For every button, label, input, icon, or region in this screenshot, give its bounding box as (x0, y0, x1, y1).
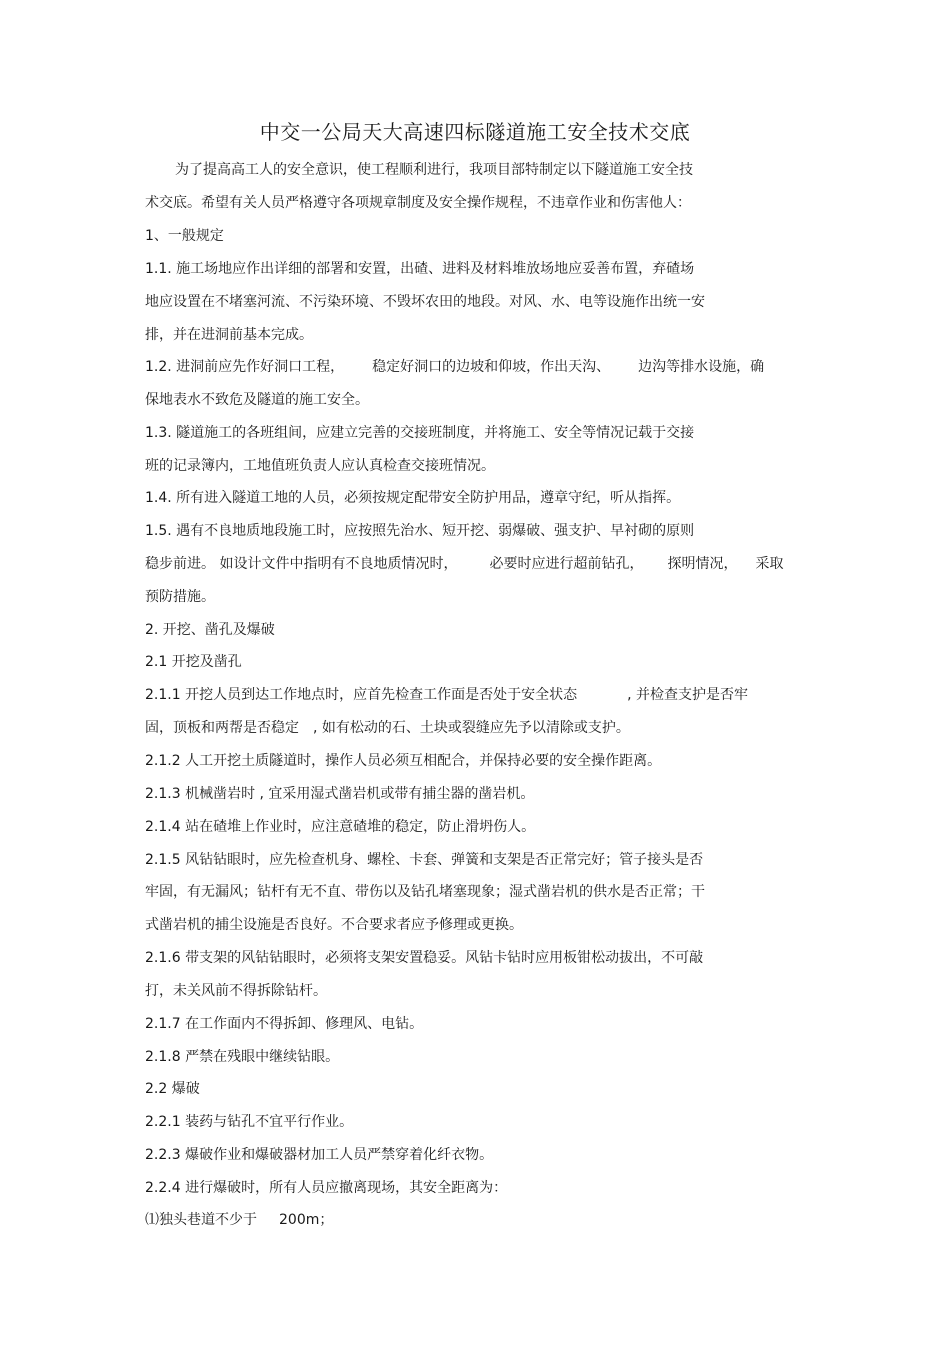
text-run: , 如有松动的石、土块或裂缝应先予以清除或支护。 (313, 720, 630, 736)
paragraph-line (145, 554, 783, 574)
paragraph-line: 班的记录簿内，工地值班负责人应认真检查交接班情况。 (145, 458, 495, 474)
paragraph-line: 2.2.4 进行爆破时，所有人员应撤离现场，其安全距离为： (145, 1180, 508, 1196)
paragraph-line: 2.1.5 风钻钻眼时，应先检查机身、螺栓、卡套、弹簧和支架是否正常完好；管子接头是否 (145, 852, 704, 868)
text-run: 探明情况， (667, 556, 738, 572)
paragraph-line (145, 685, 748, 705)
paragraph-line (145, 357, 764, 377)
paragraph-line: 1.3. 隧道施工的各班组间，应建立完善的交接班制度，并将施工、安全等情况记载于交接 (145, 425, 695, 441)
text-run: , 并检查支护是否牢 (627, 687, 748, 703)
paragraph-line: 预防措施。 (145, 589, 215, 605)
paragraph-line: 1.4. 所有进入隧道工地的人员，必须按规定配带安全防护用品，遵章守纪，听从指挥。 (145, 490, 681, 506)
text-run: 稳步前进。 如设计文件中指明有不良地质情况时， (145, 556, 458, 572)
paragraph-line: 打，未关风前不得拆除钻杆。 (145, 983, 327, 999)
text-run: 稳定好洞口的边坡和仰坡，作出天沟、 (372, 359, 611, 375)
section-heading: 1、一般规定 (145, 228, 224, 244)
text-run: ⑴独头巷道不少于 (145, 1212, 257, 1228)
text-run: 采取 (755, 556, 784, 572)
document-title: 中交一公局天大高速四标隧道施工安全技术交底 (259, 120, 691, 144)
text-run: 固，顶板和两帮是否稳定 (145, 720, 299, 736)
paragraph-line: 2.2.3 爆破作业和爆破器材加工人员严禁穿着化纤衣物。 (145, 1147, 494, 1163)
paragraph-line: 1.5. 遇有不良地质地段施工时，应按照先治水、短开挖、弱爆破、强支护、早衬砌的原则 (145, 523, 695, 539)
paragraph-line: 2.1.4 站在碴堆上作业时，应注意碴堆的稳定，防止滑坍伤人。 (145, 819, 536, 835)
paragraph-line: 牢固，有无漏风；钻杆有无不直、带伤以及钻孔堵塞现象；湿式凿岩机的供水是否正常；干 (145, 884, 705, 900)
paragraph-line: 2.1.7 在工作面内不得拆卸、修理风、电钻。 (145, 1016, 424, 1032)
paragraph-line: 2.2.1 装药与钻孔不宜平行作业。 (145, 1114, 354, 1130)
paragraph-line: 2.1.6 带支架的风钻钻眼时，必须将支架安置稳妥。风钻卡钻时应用板钳松动拔出，不可敲 (145, 950, 704, 966)
subsection-heading: 2.2 爆破 (145, 1081, 200, 1097)
paragraph-line: 保地表水不致危及隧道的施工安全。 (145, 392, 369, 408)
paragraph-line: 地应设置在不堵塞河流、不污染环境、不毁坏农田的地段。对风、水、电等设施作出统一安 (145, 294, 705, 310)
text-run: 2.1.1 开挖人员到达工作地点时，应首先检查工作面是否处于安全状态 (145, 687, 578, 703)
paragraph-line: 2.1.3 机械凿岩时 , 宜采用湿式凿岩机或带有捕尘器的凿岩机。 (145, 786, 535, 802)
intro-line: 为了提高高工人的安全意识，使工程顺利进行，我项目部特制定以下隧道施工安全技 (175, 162, 693, 178)
text-run: 200m； (279, 1212, 334, 1228)
text-run: 1.2. 进洞前应先作好洞口工程， (145, 359, 345, 375)
paragraph-line (145, 718, 630, 738)
text-run: 边沟等排水设施，确 (638, 359, 765, 375)
paragraph-line: 1.1. 施工场地应作出详细的部署和安置，出碴、进料及材料堆放场地应妥善布置，弃碴场 (145, 261, 695, 277)
intro-line: 术交底。希望有关人员严格遵守各项规章制度及安全操作规程，不违章作业和伤害他人： (145, 195, 691, 211)
subsection-heading: 2.1 开挖及凿孔 (145, 654, 242, 670)
section-heading: 2. 开挖、凿孔及爆破 (145, 622, 275, 638)
text-run: 必要时应进行超前钻孔， (489, 556, 644, 572)
paragraph-line: 式凿岩机的捕尘设施是否良好。不合要求者应予修理或更换。 (145, 917, 523, 933)
paragraph-line: 排，并在进洞前基本完成。 (145, 327, 313, 343)
paragraph-line: 2.1.2 人工开挖土质隧道时，操作人员必须互相配合，并保持必要的安全操作距离。 (145, 753, 662, 769)
paragraph-line: 2.1.8 严禁在残眼中继续钻眼。 (145, 1049, 340, 1065)
list-item (145, 1210, 333, 1230)
